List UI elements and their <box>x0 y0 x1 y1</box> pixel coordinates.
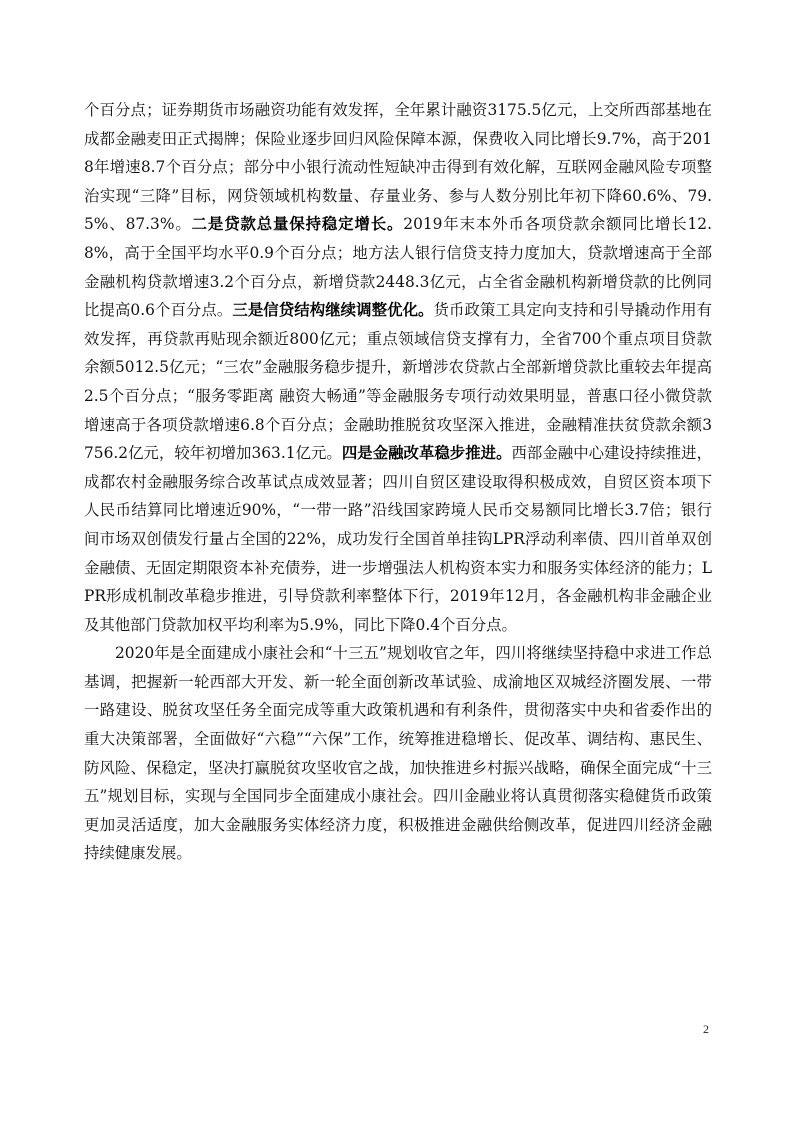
point-heading-loan-growth: 二是贷款总量保持稳定增长。 <box>191 215 404 234</box>
point-heading-financial-reform: 四是金融改革稳步推进。 <box>341 444 512 463</box>
point-heading-credit-structure: 三是信贷结构继续调整优化。 <box>232 301 434 320</box>
page-number: 2 <box>703 1022 709 1036</box>
review-text-segment: 货币政策工具定向支持和引导撬动作用有效发挥，再贷款再贴现余额近800亿元；重点领域信贷支撑有力，全省700个重点项目贷款余额5012.5亿元；“三农”金融服务稳步提升，新增涉农贷款占全部新增贷款比重较去年提高2.5个百分点；“服务零距离 融资大畅通”等金融服务专项行动效果明显，普惠口径小微贷款增速高于各项贷款增速6.8个百分点；金融助推脱贫攻坚深入推进，金融精准扶贫贷款余额3756.2亿元，较年初增加363.1亿元。 <box>84 301 712 463</box>
paragraph-2020-outlook <box>84 639 712 868</box>
paragraph-financial-review <box>84 96 712 639</box>
review-text-segment: 个百分点；证券期货市场融资功能有效发挥，全年累计融资3175.5亿元，上交所西部基地在成都金融麦田正式揭牌；保险业逐步回归风险保障本源，保费收入同比增长9.7%，高于2018年增速8.7个百分点；部分中小银行流动性短缺冲击得到有效化解，互联网金融风险专项整治实现“三降”目标，网贷领域机构数量、存量业务、参与人数分别比年初下降60.6%、79.5%、87.3%。 <box>84 101 712 234</box>
document-body <box>84 96 712 868</box>
outlook-text: 2020年是全面建成小康社会和“十三五”规划收官之年，四川将继续坚持稳中求进工作总基调，把握新一轮西部大开发、新一轮全面创新改革试验、成渝地区双城经济圈发展、一带一路建设、脱贫攻坚任务全面完成等重大政策机遇和有利条件，贯彻落实中央和省委作出的重大决策部署，全面做好“六稳”“六保”工作，统筹推进稳增长、促改革、调结构、惠民生、防风险、保稳定，坚决打赢脱贫攻坚收官之战，加快推进乡村振兴战略，确保全面完成“十三五”规划目标，实现与全国同步全面建成小康社会。四川金融业将认真贯彻落实稳健货币政策更加灵活适度，加大金融服务实体经济力度，积极推进金融供给侧改革，促进四川经济金融持续健康发展。 <box>84 644 712 863</box>
review-text-segment: 2019年末本外币各项贷款余额同比增长12.8%，高于全国平均水平0.9个百分点；地方法人银行信贷支持力度加大，贷款增速高于全部金融机构贷款增速3.2个百分点，新增贷款2448.3亿元，占全省金融机构新增贷款的比例同比提高0.6个百分点。 <box>84 215 712 320</box>
review-text-segment: 西部金融中心建设持续推进，成都农村金融服务综合改革试点成效显著；四川自贸区建设取得积极成效，自贸区资本项下人民币结算同比增速近90%，“一带一路”沿线国家跨境人民币交易额同比增长3.7倍；银行间市场双创债发行量占全国的22%，成功发行全国首单挂钩LPR浮动利率债、四川首单双创金融债、无固定期限资本补充债券，进一步增强法人机构资本实力和服务实体经济的能力；LPR形成机制改革稳步推进，引导贷款利率整体下行，2019年12月，各金融机构非金融企业及其他部门贷款加权平均利率为5.9%，同比下降0.4个百分点。 <box>84 444 712 634</box>
